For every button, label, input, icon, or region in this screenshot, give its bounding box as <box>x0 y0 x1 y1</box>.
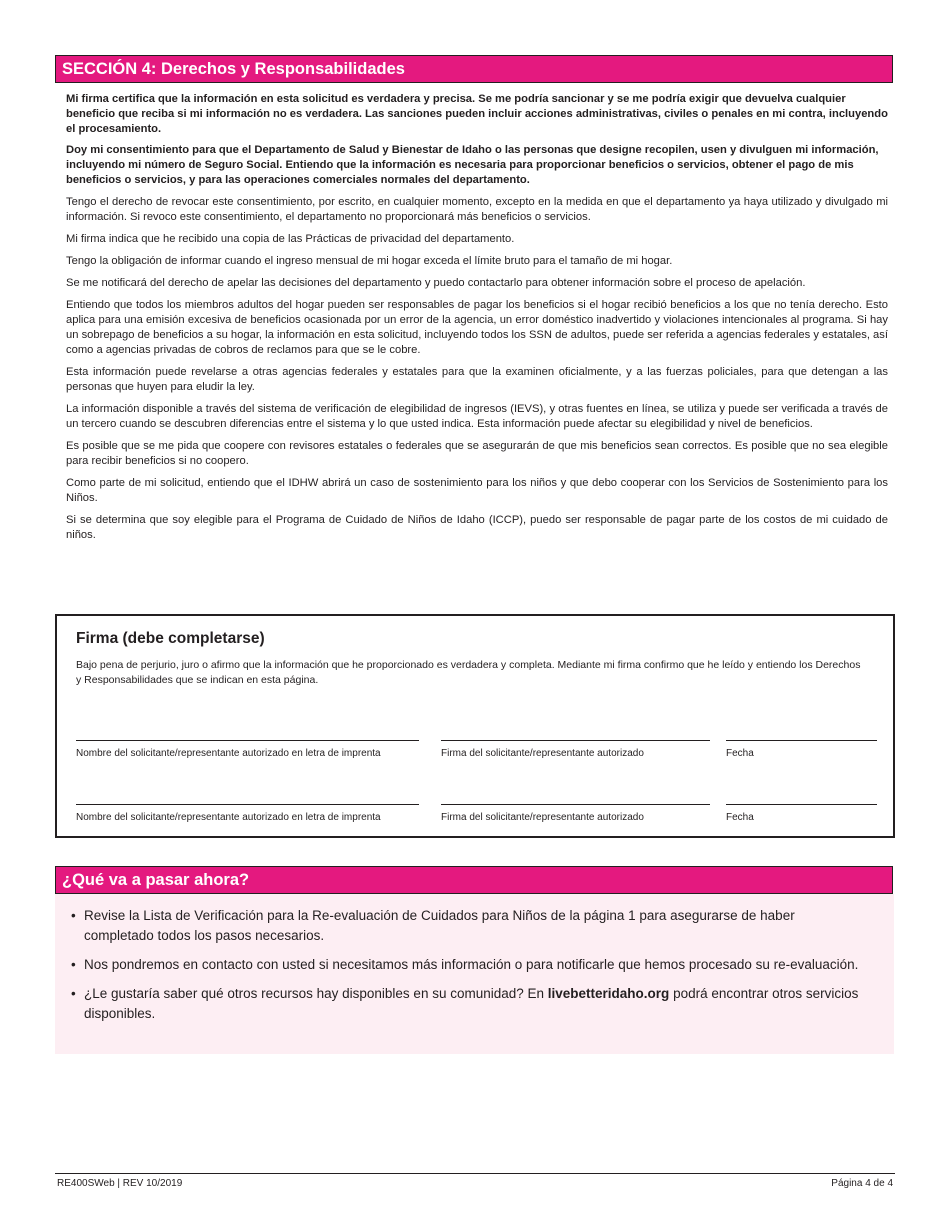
signature-box <box>55 614 895 838</box>
date-field-2[interactable] <box>726 804 877 805</box>
rights-responsibilities-text <box>66 92 888 550</box>
paragraph: Tengo el derecho de revocar este consentimiento, por escrito, en cualquier momento, excepto en la medida en que el departamento ya haya utilizado y divulgado mi información. Si revoco este consentimiento, el departamento no proporcionará más beneficios o servicios. <box>66 196 888 223</box>
printed-name-field-2[interactable] <box>76 804 419 805</box>
signature-title: Firma (debe completarse) <box>76 630 265 647</box>
list-item <box>71 984 861 1024</box>
footer-divider <box>55 1173 895 1174</box>
paragraph: Se me notificará del derecho de apelar las decisiones del departamento y puedo contactarlo para obtener información sobre el proceso de apelación. <box>66 277 806 289</box>
page-number: Página 4 de 4 <box>831 1178 893 1189</box>
list-item <box>71 955 861 975</box>
signature-field-2[interactable] <box>441 804 710 805</box>
section-4-title: SECCIÓN 4: Derechos y Responsabilidades <box>62 60 405 78</box>
list-item <box>71 906 861 946</box>
bullet-icon: • <box>71 957 76 972</box>
form-id: RE400SWeb | REV 10/2019 <box>57 1178 183 1189</box>
date-label: Fecha <box>726 748 754 759</box>
printed-name-label: Nombre del solicitante/representante autorizado en letra de imprenta <box>76 812 381 823</box>
date-label: Fecha <box>726 812 754 823</box>
paragraph: Si se determina que soy elegible para el Programa de Cuidado de Niños de Idaho (ICCP), puedo ser responsable de pagar parte de los costos de mi cuidado de niños. <box>66 514 888 541</box>
next-steps-list <box>71 906 861 1033</box>
list-item-text: ¿Le gustaría saber qué otros recursos hay disponibles en su comunidad? En <box>84 986 548 1001</box>
list-item-text: Revise la Lista de Verificación para la Re-evaluación de Cuidados para Niños de la página 1 para asegurarse de haber completado todos los pasos necesarios. <box>84 908 795 943</box>
paragraph: Como parte de mi solicitud, entiendo que el IDHW abrirá un caso de sostenimiento para los niños y que debo cooperar con los Servicios de Sostenimiento para los Niños. <box>66 477 888 504</box>
paragraph: La información disponible a través del sistema de verificación de elegibilidad de ingresos (IEVS), y otras fuentes en línea, se utiliza y puede ser verificada a través de un tercero cuando se descubren diferencias entre el sistema y lo que usted indica. Esta información puede afectar su elegibilidad y nivel de beneficios. <box>66 403 888 430</box>
paragraph: Es posible que se me pida que coopere con revisores estatales o federales que se asegurarán de que mis beneficios sean correctos. Es posible que no sea elegible para recibir beneficios si no coopero. <box>66 440 888 467</box>
signature-description: Bajo pena de perjurio, juro o afirmo que la información que he proporcionado es verdadera y completa. Mediante mi firma confirmo que he leído y entiendo los Derechos y Responsabilidades que se indican en esta página. <box>76 659 861 686</box>
signature-field-1[interactable] <box>441 740 710 741</box>
list-item-text: Nos pondremos en contacto con usted si necesitamos más información o para notificarle que hemos procesado su re-evaluación. <box>84 957 859 972</box>
date-field-1[interactable] <box>726 740 877 741</box>
bold-paragraph: Mi firma certifica que la información en esta solicitud es verdadera y precisa. Se me podría sancionar y se me podría exigir que devuelva cualquier beneficio que reciba si mi información no es verdadera. Las sanciones pueden incluir acciones administrativas, civiles o penales en mi contra, incluyendo el procesamiento. <box>66 93 888 135</box>
signature-label: Firma del solicitante/representante autorizado <box>441 748 644 759</box>
next-steps-header <box>55 866 893 894</box>
section-4-header <box>55 55 893 83</box>
paragraph: Esta información puede revelarse a otras agencias federales y estatales para que la examinen oficialmente, y a las fuerzas policiales, para que detengan a las personas que huyen para eludir la ley. <box>66 366 888 393</box>
bold-paragraph: Doy mi consentimiento para que el Departamento de Salud y Bienestar de Idaho o las personas que designe recopilen, usen y divulguen mi información, incluyendo mi número de Seguro Social. Entiendo que la información es necesaria para proporcionar beneficios o servicios, obtener el pago de mis beneficios o servicios, y para las operaciones comerciales normales del departamento. <box>66 144 879 186</box>
signature-label: Firma del solicitante/representante autorizado <box>441 812 644 823</box>
printed-name-field-1[interactable] <box>76 740 419 741</box>
bullet-icon: • <box>71 986 76 1001</box>
paragraph: Tengo la obligación de informar cuando el ingreso mensual de mi hogar exceda el límite bruto para el tamaño de mi hogar. <box>66 255 673 267</box>
website-link[interactable]: livebetteridaho.org <box>547 986 670 1001</box>
list-item-text: podrá encontrar otros servicios disponibles. <box>84 986 859 1021</box>
next-steps-title: ¿Qué va a pasar ahora? <box>62 871 250 889</box>
next-steps-panel <box>55 894 894 1054</box>
bullet-icon: • <box>71 908 76 923</box>
paragraph: Entiendo que todos los miembros adultos del hogar pueden ser responsables de pagar los beneficios si el hogar recibió beneficios a los que no tenía derecho. Esto aplica para una emisión excesiva de beneficios ocasionada por un error de la agencia, un error doméstico inadvertido y violaciones intencionales al programa. Si hay un sobrepago de beneficios a su hogar, la información en esta solicitud, incluyendo todos los SSN de adultos, puede ser referida a agencias federales y estatales, así como a agencias privadas de cobros de reclamos para que se le cobre. <box>66 299 888 356</box>
printed-name-label: Nombre del solicitante/representante autorizado en letra de imprenta <box>76 748 381 759</box>
paragraph: Mi firma indica que he recibido una copia de las Prácticas de privacidad del departamento. <box>66 233 515 245</box>
